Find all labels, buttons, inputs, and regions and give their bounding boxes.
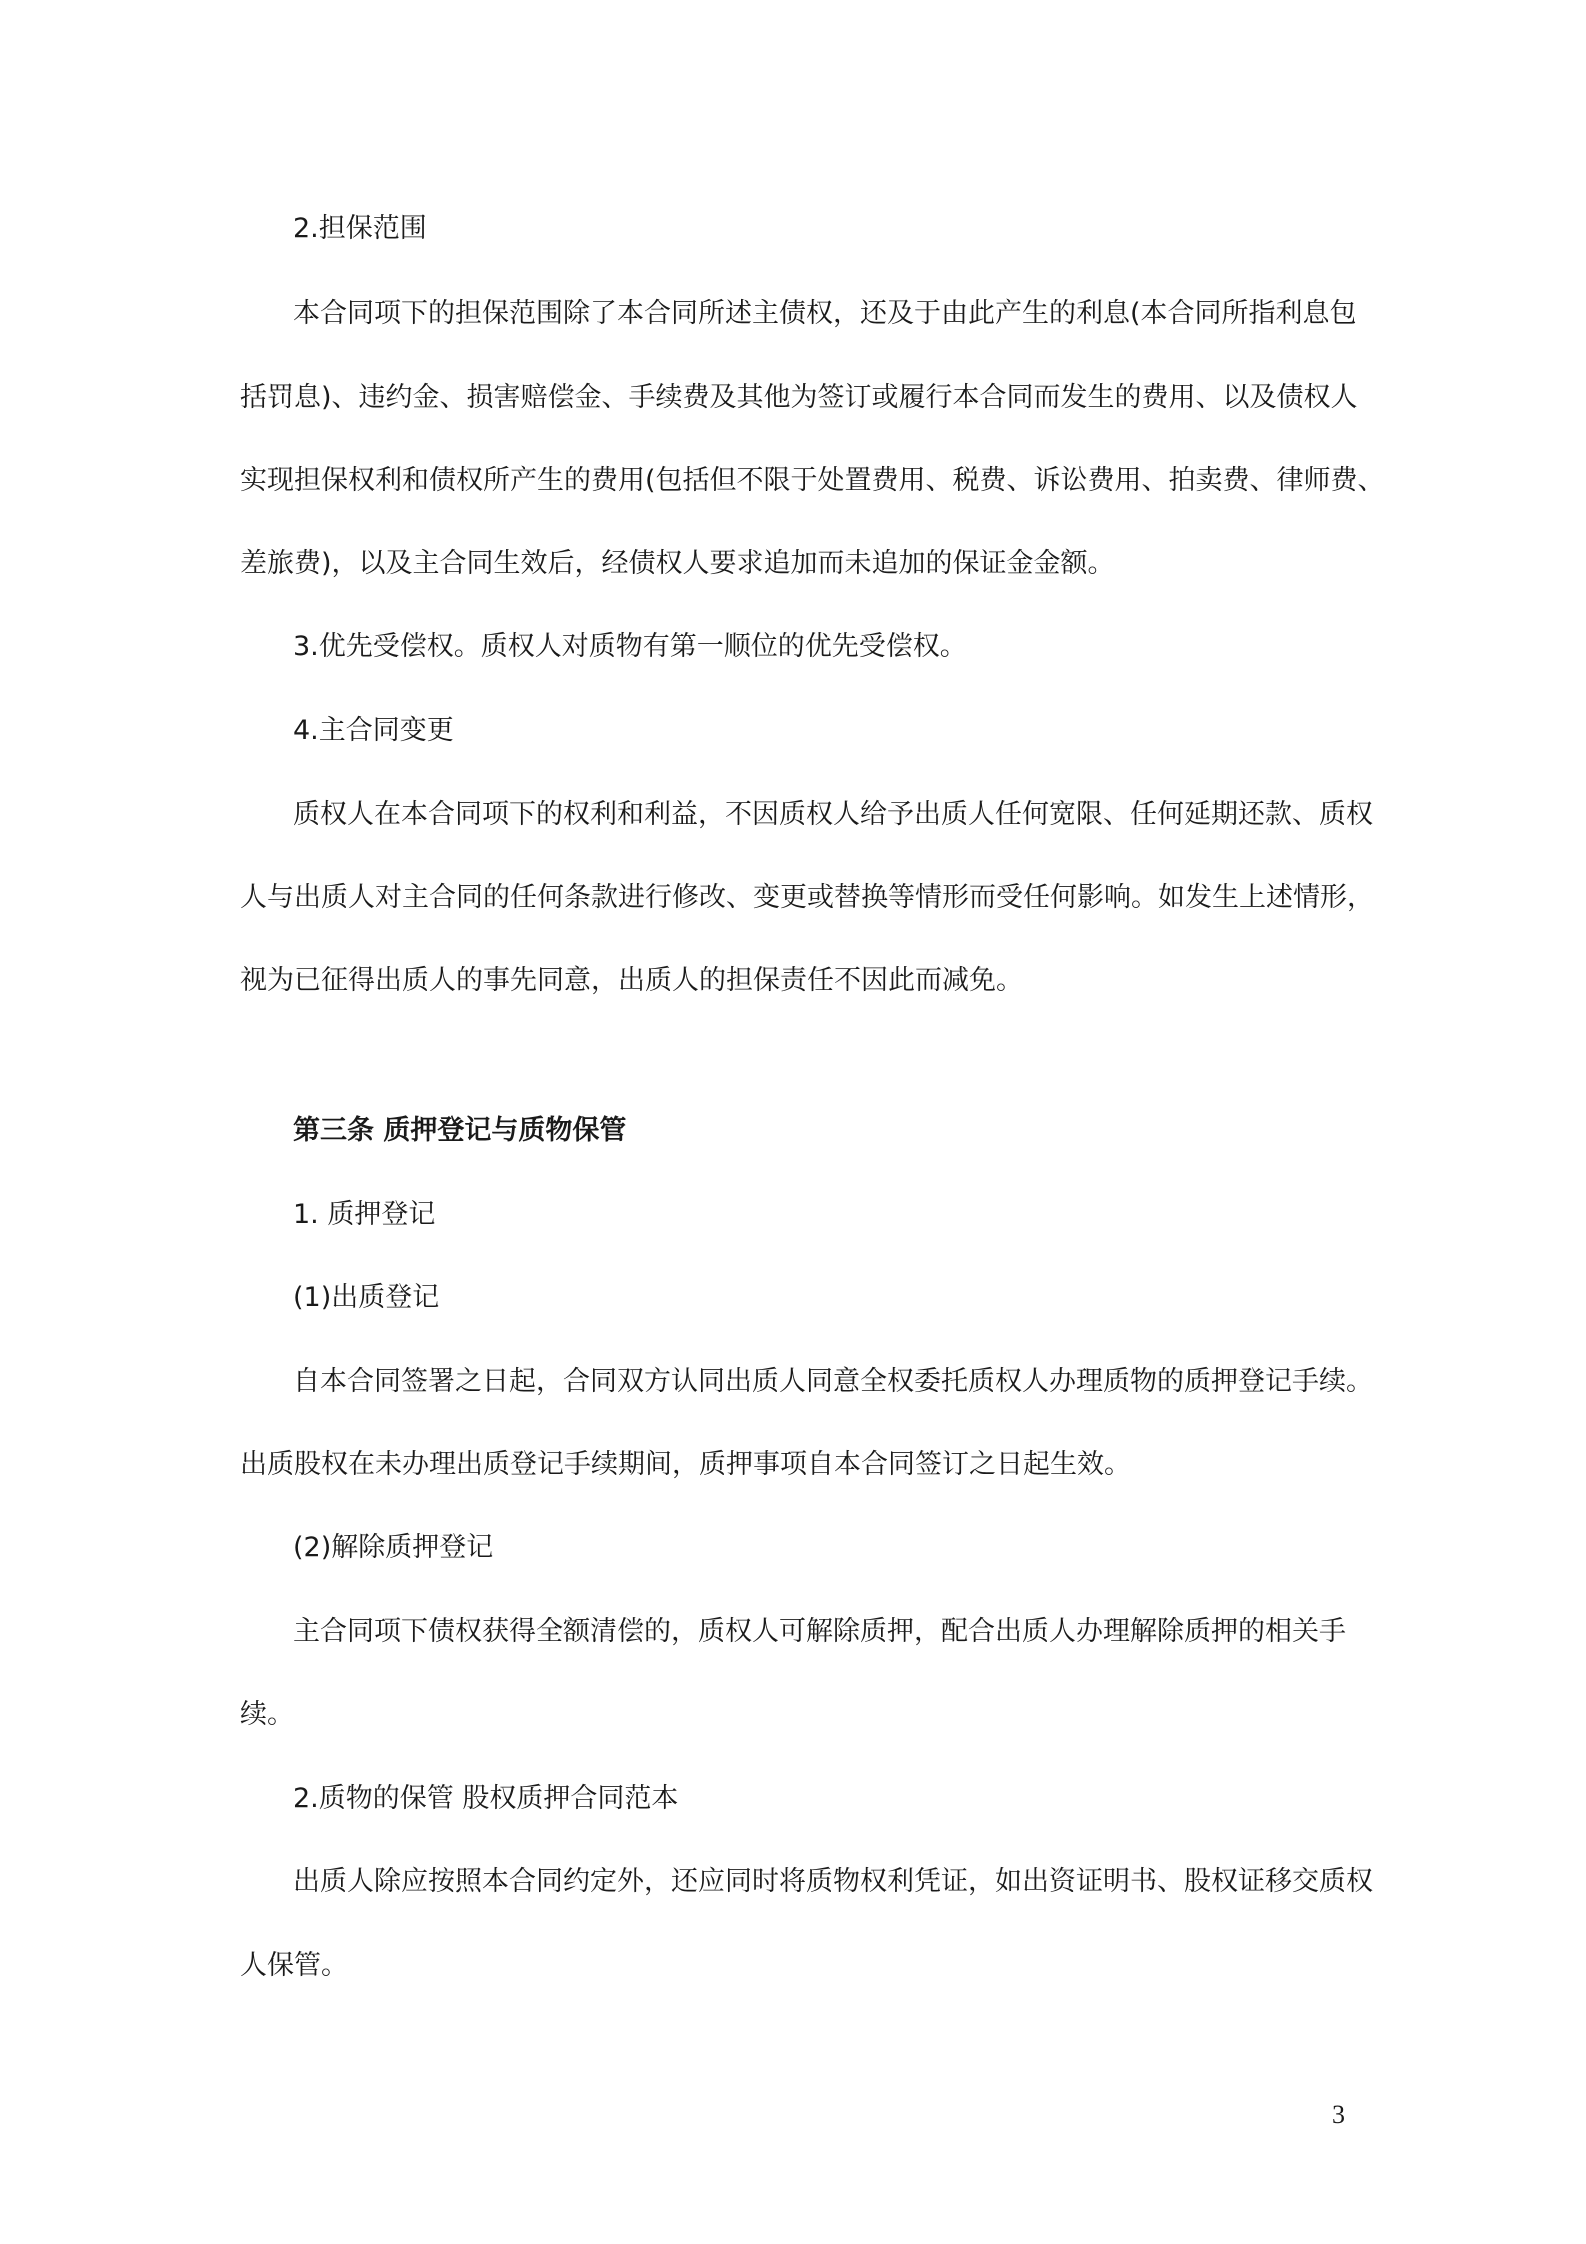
paragraph-line: 自本合同签署之日起，合同双方认同出质人同意全权委托质权人办理质物的质押登记手续。 <box>293 1366 1373 1397</box>
paragraph-line: 本合同项下的担保范围除了本合同所述主债权，还及于由此产生的利息(本合同所指利息包 <box>293 298 1357 329</box>
section-heading-guarantee-scope: 2.担保范围 <box>293 213 427 244</box>
subsection-heading: (1)出质登记 <box>293 1282 440 1313</box>
paragraph-line: 主合同项下债权获得全额清偿的，质权人可解除质押，配合出质人办理解除质押的相关手 <box>293 1616 1346 1647</box>
paragraph-line: 3.优先受偿权。质权人对质物有第一顺位的优先受偿权。 <box>293 631 967 662</box>
subsection-heading: 1. 质押登记 <box>293 1199 436 1230</box>
subsection-heading: (2)解除质押登记 <box>293 1532 494 1563</box>
page-number: 3 <box>1332 2100 1345 2129</box>
paragraph-line: 人与出质人对主合同的任何条款进行修改、变更或替换等情形而受任何影响。如发生上述情形， <box>240 882 1374 913</box>
paragraph-line: 实现担保权利和债权所产生的费用(包括但不限于处置费用、税费、诉讼费用、拍卖费、律师费、 <box>240 465 1385 496</box>
section-heading-main-contract-change: 4.主合同变更 <box>293 715 454 746</box>
paragraph-line: 差旅费)，以及主合同生效后，经债权人要求追加而未追加的保证金金额。 <box>240 548 1115 579</box>
paragraph-line: 出质人除应按照本合同约定外，还应同时将质物权利凭证，如出资证明书、股权证移交质权 <box>293 1866 1373 1897</box>
paragraph-line: 人保管。 <box>240 1950 348 1981</box>
paragraph-line: 视为已征得出质人的事先同意，出质人的担保责任不因此而减免。 <box>240 965 1023 996</box>
article-heading: 第三条 质押登记与质物保管 <box>293 1115 627 1146</box>
paragraph-line: 质权人在本合同项下的权利和利益，不因质权人给予出质人任何宽限、任何延期还款、质权 <box>293 799 1373 830</box>
subsection-heading: 2.质物的保管 股权质押合同范本 <box>293 1783 679 1814</box>
paragraph-line: 括罚息)、违约金、损害赔偿金、手续费及其他为签订或履行本合同而发生的费用、以及债权人 <box>240 382 1358 413</box>
paragraph-line: 出质股权在未办理出质登记手续期间，质押事项自本合同签订之日起生效。 <box>240 1449 1131 1480</box>
paragraph-line: 续。 <box>240 1699 294 1730</box>
